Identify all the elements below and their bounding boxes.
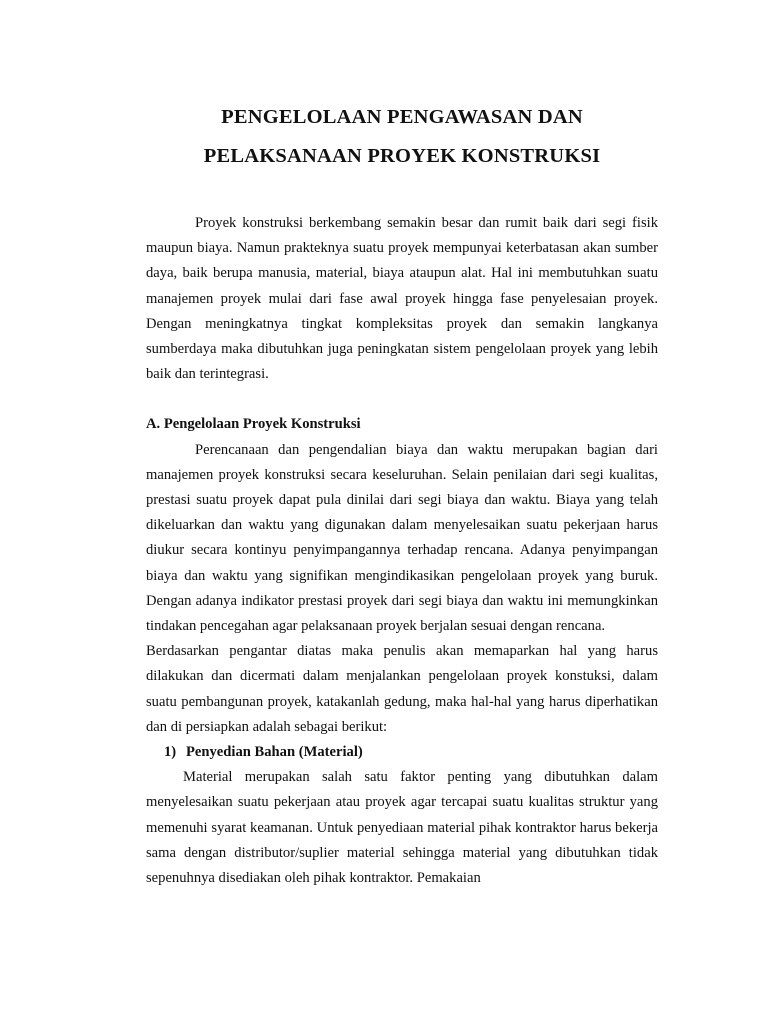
- document-content: [146, 98, 658, 891]
- list-item-number: 1): [164, 744, 177, 761]
- list-item-label: Penyedian Bahan (Material): [186, 744, 363, 761]
- title-line-1: PENGELOLAAN PENGAWASAN DAN: [221, 106, 583, 128]
- paragraph-spacer: [146, 387, 658, 412]
- title-line-2: PELAKSANAAN PROYEK KONSTRUKSI: [203, 145, 601, 167]
- section-a-paragraph-2: Berdasarkan pengantar diatas maka penulis akan memaparkan hal yang harus dilakukan dan dicermati dalam menjalankan pengelolaan proyek konstuksi, dalam suatu pembangunan proyek, katakanlah gedung, maka hal-hal yang harus diperhatikan dan di persiapkan adalah sebagai berikut:: [146, 643, 658, 735]
- section-a-paragraph-1: Perencanaan dan pengendalian biaya dan waktu merupakan bagian dari manajemen proyek konstruksi secara keseluruhan. Selain penilaian dari segi kualitas, prestasi suatu proyek dapat pula dinilai dari segi biaya dan waktu. Biaya yang telah dikeluarkan dan waktu yang digunakan dalam menyelesaikan suatu pekerjaan harus diukur secara kontinyu penyimpangannya terhadap rencana. Adanya penyimpangan biaya dan waktu yang signifikan mengindikasikan pengelolaan proyek yang buruk. Dengan adanya indikator prestasi proyek dari segi biaya dan waktu ini memungkinkan tindakan pencegahan agar pelaksanaan proyek berjalan sesuai dengan rencana.: [146, 441, 658, 635]
- document-title: [146, 98, 658, 176]
- intro-paragraph: Proyek konstruksi berkembang semakin besar dan rumit baik dari segi fisik maupun biaya. Namun prakteknya suatu proyek mempunyai keterbatasan akan sumber daya, baik berupa manusia, material, biaya ataupun alat. Hal ini membutuhkan suatu manajemen proyek mulai dari fase awal proyek hingga fase penyelesaian proyek. Dengan meningkatnya tingkat kompleksitas proyek dan semakin langkanya sumberdaya maka dibutuhkan juga peningkatan sistem pengelolaan proyek yang lebih baik dan terintegrasi.: [146, 215, 658, 383]
- list-item-heading-1: [146, 740, 658, 765]
- section-a-heading: A. Pengelolaan Proyek Konstruksi: [146, 416, 361, 433]
- list-item-1-paragraph: Material merupakan salah satu faktor penting yang dibutuhkan dalam menyelesaikan suatu pekerjaan atau proyek agar tercapai suatu kualitas struktur yang memenuhi syarat keamanan. Untuk penyediaan material pihak kontraktor harus bekerja sama dengan distributor/suplier material sehingga material yang dibutuhkan tidak sepenuhnya disediakan oleh pihak kontraktor. Pemakaian: [146, 769, 658, 887]
